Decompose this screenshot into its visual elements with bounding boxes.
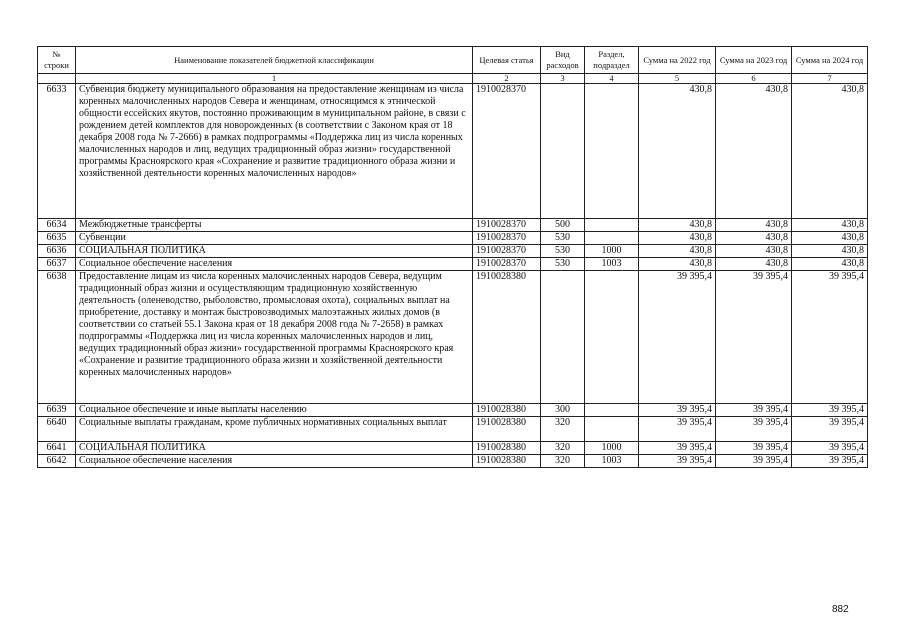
row-sum-2024: 430,8 (792, 84, 868, 219)
row-sum-2024: 39 395,4 (792, 417, 868, 442)
table-row (38, 219, 868, 232)
column-number: 7 (792, 74, 868, 84)
row-section (585, 271, 639, 404)
row-sum-2022: 39 395,4 (639, 404, 716, 417)
row-target: 1910028370 (473, 232, 541, 245)
row-section (585, 219, 639, 232)
row-target: 1910028370 (473, 219, 541, 232)
row-expense-type: 320 (541, 442, 585, 455)
row-target: 1910028380 (473, 455, 541, 468)
row-section: 1003 (585, 258, 639, 271)
budget-table (37, 46, 868, 468)
row-sum-2022: 39 395,4 (639, 455, 716, 468)
row-expense-type: 320 (541, 455, 585, 468)
header-expense-type: Вид расходов (541, 47, 585, 74)
column-number: 4 (585, 74, 639, 84)
column-number (38, 74, 76, 84)
header-section: Раздел, подраздел (585, 47, 639, 74)
row-section: 1000 (585, 442, 639, 455)
row-sum-2023: 430,8 (716, 232, 792, 245)
table-row (38, 258, 868, 271)
row-sum-2024: 430,8 (792, 232, 868, 245)
row-sum-2022: 430,8 (639, 219, 716, 232)
row-sum-2022: 430,8 (639, 84, 716, 219)
row-target: 1910028370 (473, 245, 541, 258)
row-section (585, 417, 639, 442)
row-name: Социальное обеспечение населения (76, 455, 473, 468)
header-target: Целевая статья (473, 47, 541, 74)
table-row (38, 232, 868, 245)
row-sum-2022: 39 395,4 (639, 442, 716, 455)
row-name: Социальное обеспечение и иные выплаты населению (76, 404, 473, 417)
row-number: 6640 (38, 417, 76, 442)
row-sum-2023: 430,8 (716, 219, 792, 232)
row-sum-2024: 39 395,4 (792, 404, 868, 417)
row-sum-2023: 430,8 (716, 245, 792, 258)
column-number: 6 (716, 74, 792, 84)
row-expense-type (541, 271, 585, 404)
row-section: 1000 (585, 245, 639, 258)
row-target: 1910028380 (473, 442, 541, 455)
column-number: 1 (76, 74, 473, 84)
row-number: 6635 (38, 232, 76, 245)
row-expense-type: 530 (541, 258, 585, 271)
row-name: Социальное обеспечение населения (76, 258, 473, 271)
row-expense-type: 500 (541, 219, 585, 232)
row-sum-2022: 430,8 (639, 245, 716, 258)
row-target: 1910028380 (473, 404, 541, 417)
row-section (585, 404, 639, 417)
table-row (38, 271, 868, 404)
row-expense-type: 530 (541, 232, 585, 245)
row-sum-2024: 39 395,4 (792, 271, 868, 404)
row-section: 1003 (585, 455, 639, 468)
row-target: 1910028380 (473, 417, 541, 442)
row-sum-2023: 39 395,4 (716, 455, 792, 468)
row-expense-type: 320 (541, 417, 585, 442)
row-number: 6638 (38, 271, 76, 404)
row-sum-2023: 39 395,4 (716, 271, 792, 404)
row-number: 6642 (38, 455, 76, 468)
row-target: 1910028370 (473, 84, 541, 219)
row-sum-2022: 39 395,4 (639, 417, 716, 442)
row-sum-2024: 430,8 (792, 219, 868, 232)
row-expense-type: 530 (541, 245, 585, 258)
page-number: 882 (832, 604, 849, 615)
row-sum-2023: 430,8 (716, 84, 792, 219)
row-number: 6639 (38, 404, 76, 417)
row-name: Межбюджетные трансферты (76, 219, 473, 232)
table-row (38, 455, 868, 468)
row-name: Субвенции (76, 232, 473, 245)
row-number: 6641 (38, 442, 76, 455)
row-sum-2024: 39 395,4 (792, 455, 868, 468)
table-row (38, 417, 868, 442)
row-name: Субвенция бюджету муниципального образования на предоставление женщинам из числа коренных малочисленных народов Севера и женщинам, относящимся к этнической общности ессейских якутов, постоянно проживающим в муниципальном районе, в связи с рождением детей комплектов для новорожденных (в соответствии с Законом края от 18 декабря 2008 года № 7-2666) в рамках подпрограммы «Поддержка лиц из числа коренных малочисленных народов и лиц, ведущих традиционный образ жизни» государственной программы Красноярского края «Сохранение и развитие традиционного образа жизни и хозяйственной деятельности коренных малочисленных народов» (76, 84, 473, 219)
column-number: 3 (541, 74, 585, 84)
row-number: 6637 (38, 258, 76, 271)
header-row-no: № строки (38, 47, 76, 74)
row-number: 6633 (38, 84, 76, 219)
row-sum-2024: 430,8 (792, 245, 868, 258)
row-sum-2023: 39 395,4 (716, 417, 792, 442)
row-sum-2022: 430,8 (639, 258, 716, 271)
row-sum-2023: 430,8 (716, 258, 792, 271)
row-name: Социальные выплаты гражданам, кроме публичных нормативных социальных выплат (76, 417, 473, 442)
header-sum-2024: Сумма на 2024 год (792, 47, 868, 74)
row-sum-2023: 39 395,4 (716, 442, 792, 455)
row-sum-2024: 39 395,4 (792, 442, 868, 455)
table-header-row (38, 47, 868, 74)
row-expense-type: 300 (541, 404, 585, 417)
row-name: СОЦИАЛЬНАЯ ПОЛИТИКА (76, 442, 473, 455)
table-row (38, 404, 868, 417)
row-sum-2022: 430,8 (639, 232, 716, 245)
table-row (38, 84, 868, 219)
row-target: 1910028370 (473, 258, 541, 271)
column-number: 2 (473, 74, 541, 84)
column-number-row (38, 74, 868, 84)
budget-table-container (37, 46, 868, 468)
table-row (38, 442, 868, 455)
header-sum-2022: Сумма на 2022 год (639, 47, 716, 74)
row-sum-2024: 430,8 (792, 258, 868, 271)
row-sum-2023: 39 395,4 (716, 404, 792, 417)
row-name: СОЦИАЛЬНАЯ ПОЛИТИКА (76, 245, 473, 258)
row-expense-type (541, 84, 585, 219)
column-number: 5 (639, 74, 716, 84)
row-name: Предоставление лицам из числа коренных малочисленных народов Севера, ведущим традиционный образ жизни и осуществляющим традиционную хозяйственную деятельность (оленеводство, рыболовство, промысловая охота), социальных выплат на приобретение, доставку и монтаж быстровозводимых малоэтажных жилых домов (в соответствии со статьей 55.1 Закона края от 18 декабря 2008 года № 7-2658) в рамках подпрограммы «Поддержка лиц из числа коренных малочисленных народов и лиц, ведущих традиционный образ жизни» государственной программы Красноярского края «Сохранение и развитие традиционного образа жизни и хозяйственной деятельности коренных малочисленных народов» (76, 271, 473, 404)
row-target: 1910028380 (473, 271, 541, 404)
row-number: 6634 (38, 219, 76, 232)
table-row (38, 245, 868, 258)
row-section (585, 232, 639, 245)
header-sum-2023: Сумма на 2023 год (716, 47, 792, 74)
row-sum-2022: 39 395,4 (639, 271, 716, 404)
row-section (585, 84, 639, 219)
row-number: 6636 (38, 245, 76, 258)
header-name: Наименование показателей бюджетной классификации (76, 47, 473, 74)
